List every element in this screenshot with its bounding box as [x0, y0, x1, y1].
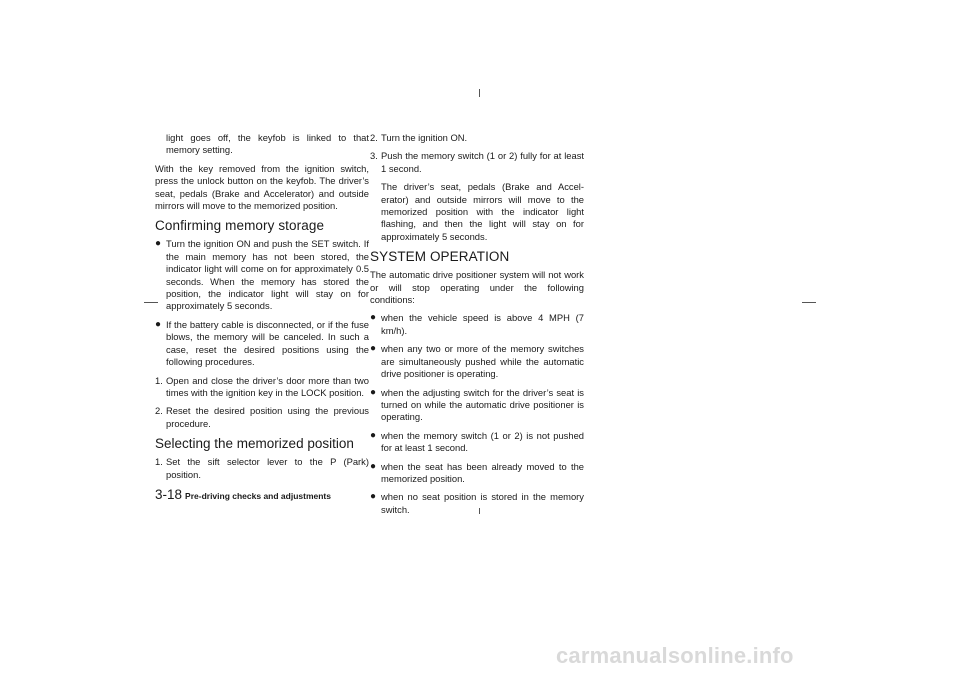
- bullet-text: when the memory switch (1 or 2) is not pushed for at least 1 second.: [381, 429, 584, 454]
- bullet-item: [155, 238, 369, 312]
- bullet-item: [370, 491, 584, 516]
- bullet-item: [370, 343, 584, 380]
- bullet-text: when no seat position is stored in the memory switch.: [381, 491, 584, 515]
- step-number: 1.: [155, 374, 163, 386]
- step-detail: The driver’s seat, pedals (Brake and Accel-erator) and outside mirrors will move to the memorized position with the indicator light flashing, and then the light will stay on for approximately 5 seconds.: [381, 181, 584, 242]
- bullet-item: [370, 312, 584, 337]
- right-column: [370, 132, 584, 522]
- step-text: Turn the ignition ON.: [381, 132, 468, 143]
- bullet-icon: ●: [370, 343, 377, 355]
- step-text: Open and close the driver’s door more than two times with the ignition key in the LOCK position.: [166, 374, 369, 398]
- bullet-icon: ●: [370, 386, 377, 398]
- bullet-item: [370, 387, 584, 424]
- step-text: Reset the desired position using the previous procedure.: [166, 405, 369, 429]
- numbered-step: [370, 150, 584, 175]
- bullet-icon: ●: [155, 318, 162, 330]
- step-number: 3.: [370, 150, 378, 162]
- bullet-text: If the battery cable is disconnected, or if the fuse blows, the memory will be canceled. In such a case, reset the desired positions using the following procedures.: [166, 318, 369, 368]
- bullet-text: Turn the ignition ON and push the SET switch. If the main memory has not been stored, the indicator light will come on for approximately 0.5 seconds. When the memory has stored the position, the indicator light will stay on for approximately 5 seconds.: [166, 238, 369, 312]
- bullet-text: when the seat has been already moved to the memorized position.: [381, 460, 584, 484]
- intro-continuation: light goes off, the keyfob is linked to that memory setting.: [166, 132, 369, 156]
- bullet-icon: ●: [370, 312, 377, 324]
- heading-selecting-position: Selecting the memorized position: [155, 436, 354, 452]
- heading-system-operation: SYSTEM OPERATION: [370, 249, 510, 265]
- left-column: [155, 132, 369, 487]
- bullet-item: [155, 319, 369, 369]
- bullet-icon: ●: [370, 429, 377, 441]
- watermark: carmanualsonline.info: [556, 643, 794, 668]
- numbered-step: [155, 375, 369, 400]
- crop-mark-right: [802, 302, 816, 303]
- numbered-step: [155, 405, 369, 430]
- bullet-icon: ●: [155, 238, 162, 250]
- section-title: Pre-driving checks and adjustments: [185, 491, 331, 501]
- bullet-text: when the vehicle speed is above 4 MPH (7 km/h).: [381, 312, 584, 336]
- heading-confirming-memory: Confirming memory storage: [155, 218, 325, 234]
- system-intro: The automatic drive positioner system will not work or will stop operating under the following conditions:: [370, 269, 584, 306]
- bullet-text: when any two or more of the memory switches are simultaneously pushed while the automatic drive positioner is operating.: [381, 343, 584, 380]
- crop-mark-top: [479, 89, 480, 97]
- bullet-text: when the adjusting switch for the driver’s seat is turned on while the automatic drive positioner is operating.: [381, 386, 584, 423]
- step-number: 2.: [155, 405, 163, 417]
- step-number: 1.: [155, 456, 163, 468]
- bullet-item: [370, 430, 584, 455]
- numbered-step: [155, 456, 369, 481]
- step-text: Set the sift selector lever to the P (Park) position.: [166, 456, 369, 480]
- page-number: 3-18: [155, 487, 183, 502]
- unlock-paragraph: With the key removed from the ignition switch, press the unlock button on the keyfob. The driver’s seat, pedals (Brake and Accelerator) and outside mirrors will move to the memorized position.: [155, 162, 369, 212]
- bullet-icon: ●: [370, 491, 377, 503]
- step-text: Push the memory switch (1 or 2) fully for at least 1 second.: [381, 150, 584, 174]
- page-footer: [155, 486, 331, 504]
- bullet-item: [370, 461, 584, 486]
- bullet-icon: ●: [370, 460, 377, 472]
- numbered-step: [370, 132, 584, 144]
- step-number: 2.: [370, 132, 378, 143]
